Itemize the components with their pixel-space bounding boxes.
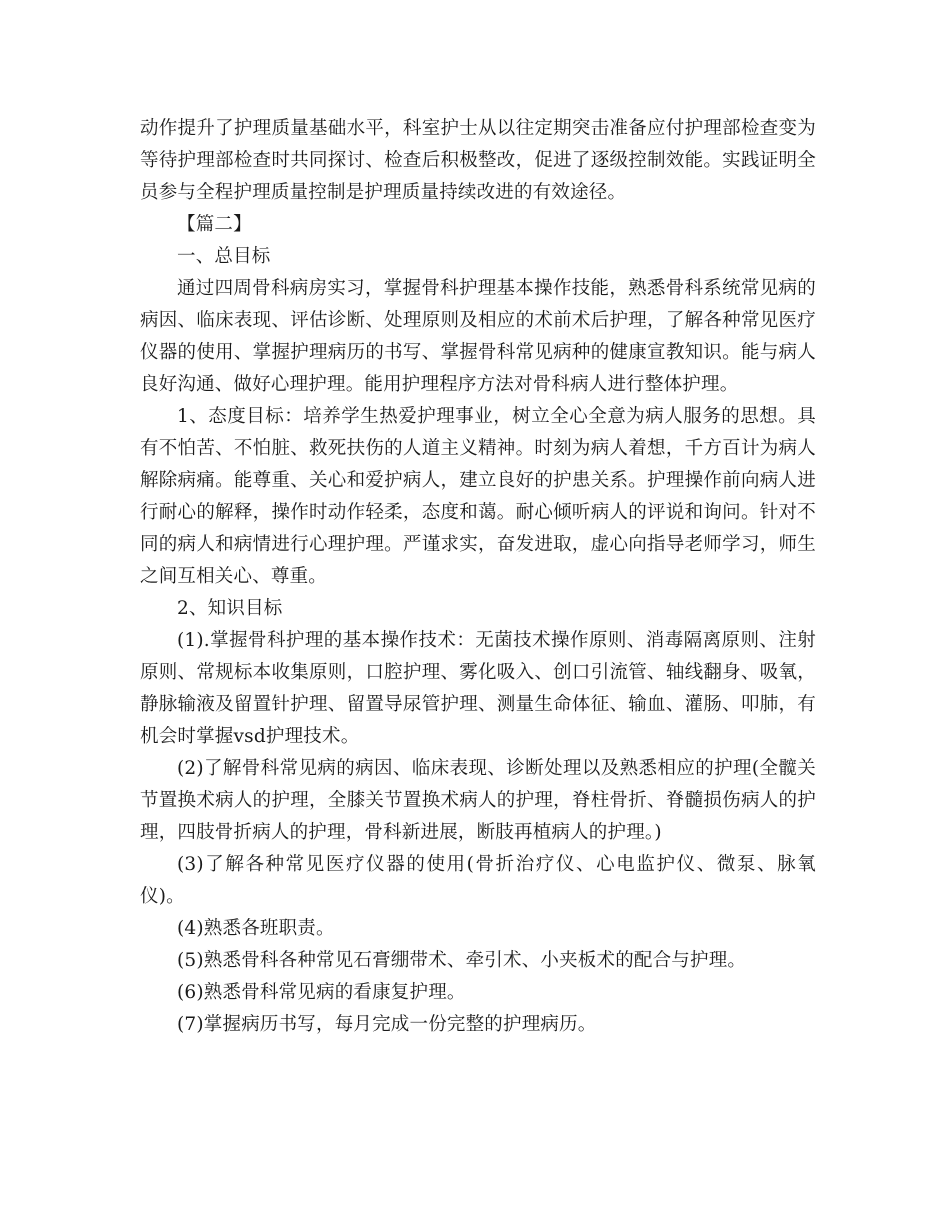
list-item-1: (1).掌握骨科护理的基本操作技术：无菌技术操作原则、消毒隔离原则、注射原则、常规标本收集原则，口腔护理、雾化吸入、创口引流管、轴线翻身、吸氧，静脉输液及留置针护理、留置导尿管护理、测量生命体征、输血、灌肠、叩肺，有机会时掌握vsd护理技术。 (140, 630, 816, 747)
paragraph-attitude-goal: 1、态度目标：培养学生热爱护理事业，树立全心全意为病人服务的思想。具有不怕苦、不怕脏、救死扶伤的人道主义精神。时刻为病人着想，千方百计为病人解除病痛。能尊重、关心和爱护病人，建立良好的护患关系。护理操作前向病人进行耐心的解释，操作时动作轻柔，态度和蔼。耐心倾听病人的评说和询问。针对不同的病人和病情进行心理护理。严谨求实，奋发进取，虚心向指导老师学习，师生之间互相关心、尊重。 (140, 406, 816, 587)
list-item-6: (6)熟悉骨科常见病的看康复护理。 (177, 982, 466, 1003)
list-item-3: (3)了解各种常见医疗仪器的使用(骨折治疗仪、心电监护仪、微泵、脉氧仪)。 (140, 854, 816, 907)
list-item-7: (7)掌握病历书写，每月完成一份完整的护理病历。 (177, 1014, 597, 1035)
list-item-2: (2)了解骨科常见病的病因、临床表现、诊断处理以及熟悉相应的护理(全髋关节置换术病人的护理，全膝关节置换术病人的护理，脊柱骨折、脊髓损伤病人的护理，四肢骨折病人的护理，骨科新进展，断肢再植病人的护理。) (140, 758, 816, 843)
document-body (140, 113, 816, 1041)
paragraph-general-goal: 通过四周骨科病房实习，掌握骨科护理基本操作技能，熟悉骨科系统常见病的病因、临床表现、评估诊断、处理原则及相应的术前术后护理，了解各种常见医疗仪器的使用、掌握护理病历的书写、掌握骨科常见病种的健康宣教知识。能与病人良好沟通、做好心理护理。能用护理程序方法对骨科病人进行整体护理。 (140, 278, 816, 395)
list-item-4: (4)熟悉各班职责。 (177, 918, 335, 939)
section-heading-part-two: 【篇二】 (177, 214, 252, 235)
heading-general-goal: 一、总目标 (177, 246, 271, 267)
list-item-5: (5)熟悉骨科各种常见石膏绷带术、牵引术、小夹板术的配合与护理。 (177, 950, 747, 971)
paragraph-intro: 动作提升了护理质量基础水平，科室护士从以往定期突击准备应付护理部检查变为等待护理部检查时共同探讨、检查后积极整改，促进了逐级控制效能。实践证明全员参与全程护理质量控制是护理质量持续改进的有效途径。 (140, 118, 816, 203)
heading-knowledge-goal: 2、知识目标 (177, 598, 283, 619)
